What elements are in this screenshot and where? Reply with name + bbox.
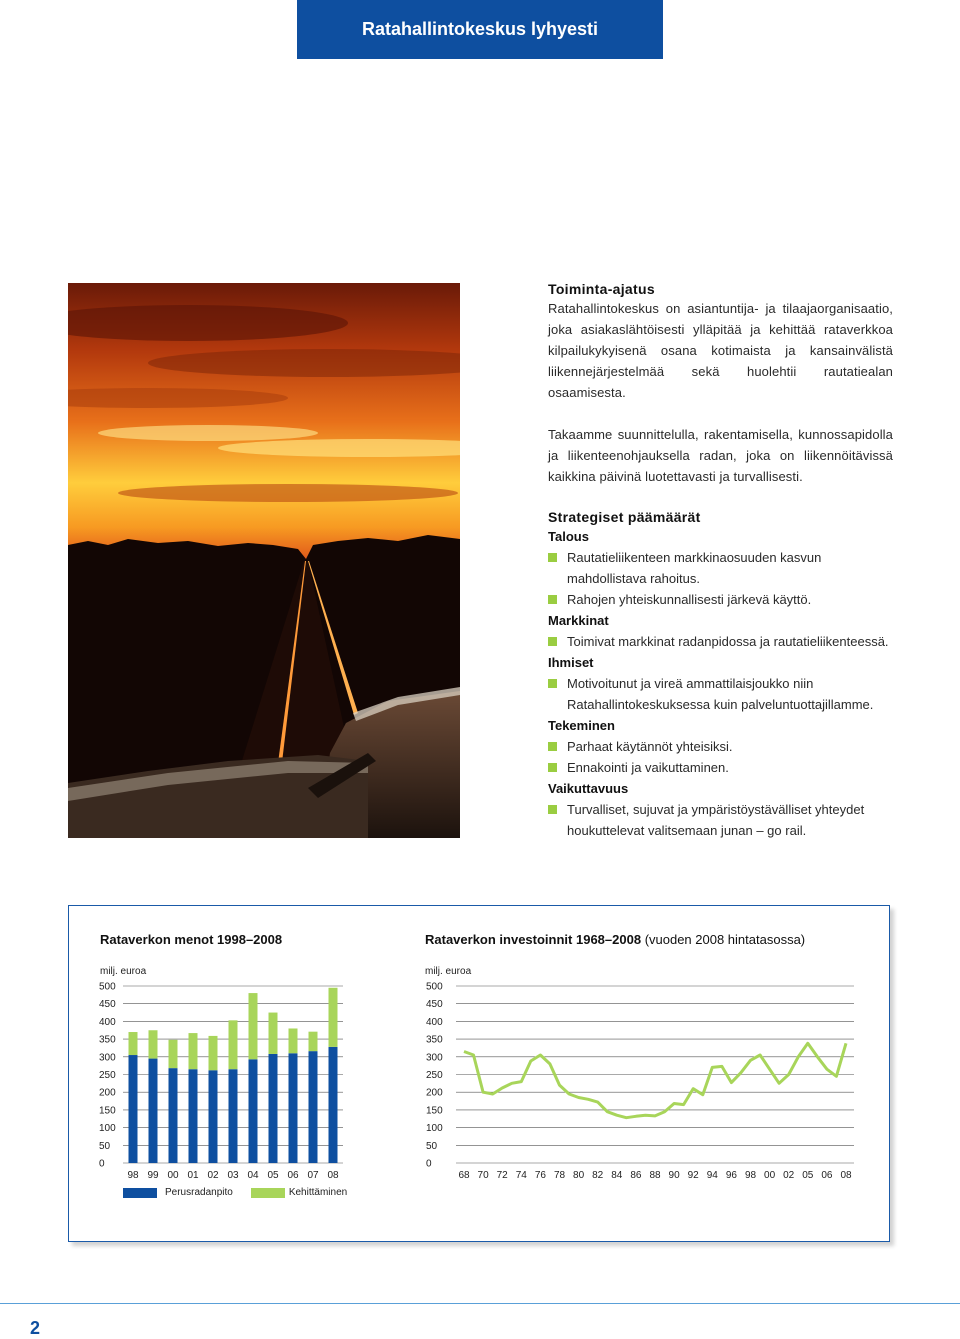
- goal-group-title: Markkinat: [548, 613, 609, 628]
- legend-label-perusradanpito: Perusradanpito: [165, 1187, 233, 1198]
- x-tick-label: 02: [207, 1170, 219, 1181]
- x-tick-label: 82: [592, 1170, 604, 1181]
- bar-perusradanpito: [209, 1070, 218, 1163]
- bar-perusradanpito: [309, 1051, 318, 1163]
- line-chart-title: Rataverkon investoinnit 1968–2008 (vuoden 2008 hintatasossa): [425, 932, 806, 947]
- x-tick-label: 08: [840, 1170, 852, 1181]
- x-tick-label: 02: [783, 1170, 795, 1181]
- mission-paragraph-2: Takaamme suunnittelulla, rakentamisella, kunnossapidolla ja liikenteenohjauksella radan, joka on liikennöitävissä kaikkina päivinä luotettavasti ja turvallisesti.: [548, 427, 893, 484]
- charts-panel: [68, 905, 890, 1242]
- bar-perusradanpito: [229, 1069, 238, 1163]
- goal-item: Rahojen yhteiskunnallisesti järkevä käyttö.: [548, 589, 893, 610]
- y-tick-label: 50: [99, 1140, 111, 1152]
- page-number: 2: [30, 1318, 41, 1338]
- y-tick-label: 150: [426, 1105, 443, 1117]
- bar-perusradanpito: [289, 1053, 298, 1163]
- goal-item: Ennakointi ja vaikuttaminen.: [548, 757, 893, 778]
- bar-kehittaminen: [309, 1032, 318, 1051]
- y-tick-label: 150: [99, 1105, 116, 1117]
- bar-chart-legend: [123, 1187, 347, 1198]
- bar-perusradanpito: [329, 1047, 338, 1163]
- x-tick-label: 98: [744, 1170, 757, 1181]
- bar-chart-unit: milj. euroa: [100, 966, 147, 977]
- x-tick-label: 06: [287, 1170, 299, 1181]
- bar-perusradanpito: [269, 1054, 278, 1163]
- goal-item: Motivoitunut ja vireä ammattilaisjoukko niin Ratahallintokeskuksessa kuin palveluntuottajillamme.: [548, 673, 893, 715]
- footer-divider: [0, 1303, 960, 1304]
- bar-perusradanpito: [129, 1055, 138, 1163]
- line-chart-title-suffix: (vuoden 2008 hintatasossa): [644, 932, 806, 947]
- x-tick-label: 01: [187, 1170, 199, 1181]
- y-tick-label: 400: [426, 1016, 443, 1028]
- y-tick-label: 350: [99, 1034, 116, 1046]
- x-tick-label: 99: [147, 1170, 159, 1181]
- goals-heading: Strategiset päämäärät: [548, 509, 701, 525]
- bar-kehittaminen: [289, 1028, 298, 1053]
- bar-chart-title: Rataverkon menot 1998–2008: [100, 932, 283, 947]
- goal-item: Toimivat markkinat radanpidossa ja rautatieliikenteessä.: [548, 631, 893, 652]
- x-tick-label: 76: [534, 1170, 546, 1181]
- investment-line: [464, 1043, 846, 1117]
- bar-kehittaminen: [169, 1040, 178, 1068]
- y-tick-label: 500: [426, 981, 443, 993]
- mission-paragraph: Ratahallintokeskus on asiantuntija- ja tilaajaorganisaatio, joka asiakaslähtöisesti ylläpitää ja kehittää rataverkkoa kilpailukykyisenä osana kotimaista ja kansainvälistä liikennejärjestelmää sekä huolehtii rautatiealan osaamisesta.: [548, 301, 893, 400]
- y-tick-label: 250: [99, 1070, 116, 1081]
- y-tick-label: 100: [99, 1123, 116, 1135]
- legend-label-kehittaminen: Kehittäminen: [288, 1187, 348, 1198]
- y-tick-label: 400: [99, 1016, 116, 1028]
- y-tick-label: 0: [426, 1158, 432, 1170]
- x-tick-label: 70: [477, 1170, 489, 1181]
- x-tick-label: 04: [247, 1170, 259, 1181]
- x-tick-label: 07: [307, 1170, 319, 1181]
- bar-perusradanpito: [189, 1069, 198, 1163]
- goal-group-title: Talous: [548, 529, 589, 544]
- x-tick-label: 80: [573, 1170, 585, 1181]
- x-tick-label: 94: [706, 1170, 718, 1181]
- bar-perusradanpito: [169, 1068, 178, 1163]
- bar-perusradanpito: [249, 1059, 258, 1163]
- goal-group-title: Vaikuttavuus: [548, 781, 629, 796]
- bar-kehittaminen: [129, 1032, 138, 1055]
- bar-chart: [87, 978, 349, 1186]
- goal-item: Rautatieliikenteen markkinaosuuden kasvun mahdollistava rahoitus.: [548, 547, 893, 589]
- y-tick-label: 100: [426, 1123, 443, 1135]
- bar-kehittaminen: [329, 988, 338, 1047]
- y-tick-label: 50: [426, 1140, 438, 1152]
- bar-kehittaminen: [269, 1013, 278, 1054]
- x-tick-label: 68: [458, 1170, 470, 1181]
- bar-kehittaminen: [209, 1036, 218, 1070]
- x-tick-label: 00: [167, 1170, 179, 1181]
- x-tick-label: 98: [127, 1170, 139, 1181]
- section-header-tab: [297, 0, 663, 59]
- x-tick-label: 00: [764, 1170, 776, 1181]
- x-tick-label: 88: [649, 1170, 661, 1181]
- y-tick-label: 300: [99, 1052, 116, 1064]
- y-tick-label: 200: [99, 1087, 116, 1099]
- bar-kehittaminen: [249, 993, 258, 1059]
- x-tick-label: 05: [802, 1170, 814, 1181]
- bar-kehittaminen: [229, 1020, 238, 1069]
- x-tick-label: 74: [515, 1170, 527, 1181]
- x-tick-label: 78: [553, 1170, 566, 1181]
- bar-kehittaminen: [189, 1033, 198, 1069]
- section-title: Ratahallintokeskus lyhyesti: [361, 19, 599, 39]
- x-tick-label: 06: [821, 1170, 833, 1181]
- goal-item: Parhaat käytännöt yhteisiksi.: [548, 736, 893, 757]
- y-tick-label: 300: [426, 1052, 443, 1064]
- bar-perusradanpito: [149, 1059, 158, 1163]
- x-tick-label: 05: [267, 1170, 279, 1181]
- y-tick-label: 0: [99, 1158, 105, 1170]
- legend-swatch-kehittaminen: [251, 1188, 285, 1198]
- goal-item: Turvalliset, sujuvat ja ympäristöystävälliset yhteydet houkuttelevat valitsemaan junan – go rail.: [548, 799, 893, 841]
- x-tick-label: 03: [227, 1170, 239, 1181]
- x-tick-label: 84: [611, 1170, 623, 1181]
- goal-group-title: Tekeminen: [548, 718, 615, 733]
- y-tick-label: 450: [426, 999, 443, 1011]
- railway-sunset-photo: [68, 283, 460, 838]
- x-tick-label: 90: [668, 1170, 680, 1181]
- x-tick-label: 96: [725, 1170, 737, 1181]
- y-tick-label: 450: [99, 999, 116, 1011]
- goal-group-title: Ihmiset: [548, 655, 594, 670]
- y-tick-label: 250: [426, 1070, 443, 1081]
- x-tick-label: 92: [687, 1170, 699, 1181]
- line-chart-unit: milj. euroa: [425, 966, 472, 977]
- x-tick-label: 86: [630, 1170, 642, 1181]
- mission-heading: Toiminta-ajatus: [548, 281, 655, 297]
- y-tick-label: 350: [426, 1034, 443, 1046]
- x-tick-label: 72: [496, 1170, 508, 1181]
- line-chart: [414, 978, 864, 1186]
- y-tick-label: 200: [426, 1087, 443, 1099]
- x-tick-label: 08: [327, 1170, 339, 1181]
- mission-and-goals-column: [548, 280, 893, 841]
- y-tick-label: 500: [99, 981, 116, 993]
- legend-swatch-perusradanpito: [123, 1188, 157, 1198]
- bar-kehittaminen: [149, 1030, 158, 1058]
